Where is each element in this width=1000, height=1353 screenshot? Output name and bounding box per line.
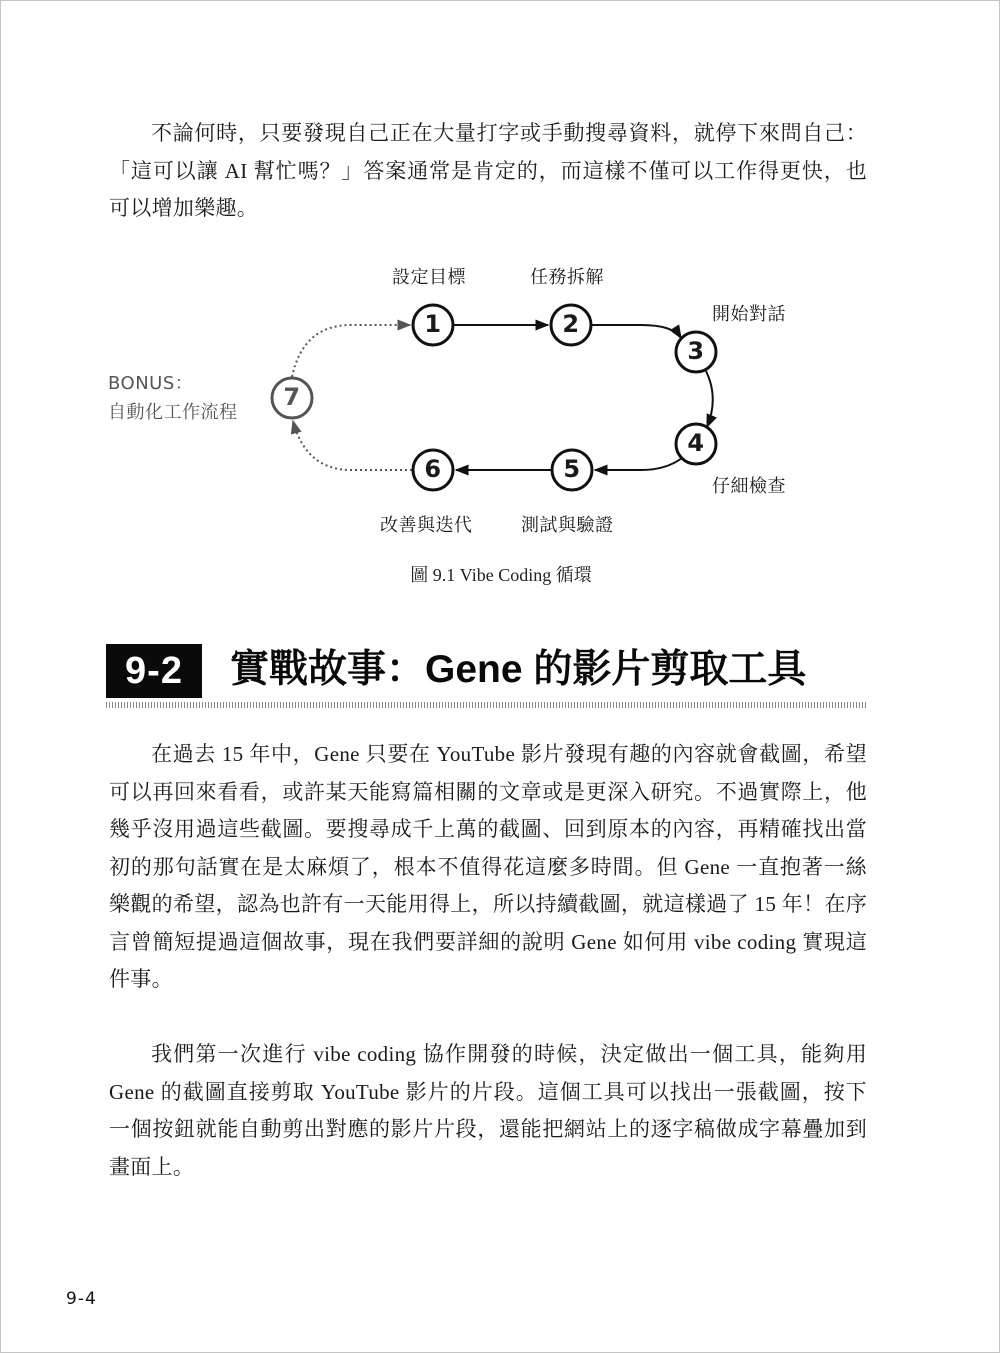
figure-caption: 圖 9.1 Vibe Coding 循環 — [410, 565, 592, 585]
bonus-label — [108, 369, 238, 427]
step-7-number: 7 — [283, 383, 301, 411]
section-number-badge: 9-2 — [106, 644, 202, 698]
step-3-number: 3 — [687, 337, 705, 365]
vibe-coding-cycle-diagram — [1, 1, 1000, 621]
story-paragraph-1: 在過去 15 年中，Gene 只要在 YouTube 影片發現有趣的內容就會截圖，希望可以再回來看看，或許某天能寫篇相關的文章或是更深入研究。不過實際上，他幾乎沒用過這些截圖。要搜尋成千上萬的截圖、回到原本的內容，再精確找出當初的那句話實在是太麻煩了，根本不值得花這麼多時間。但 Gene 一直抱著一絲樂觀的希望，認為也許有一天能用得上，所以持續截圖，就這樣過了 15 年！在序言曾簡短提過這個故事，現在我們要詳細的說明 Gene 如何用 vibe coding 實現這件事。 — [109, 742, 867, 991]
intro-paragraph: 不論何時，只要發現自己正在大量打字或手動搜尋資料，就停下來問自己：「這可以讓 AI 幫忙嗎？」答案通常是肯定的，而這樣不僅可以工作得更快，也可以增加樂趣。 — [109, 121, 867, 220]
step-2-number: 2 — [562, 310, 580, 338]
step-1-number: 1 — [424, 310, 442, 338]
bonus-label-line1: BONUS： — [108, 373, 194, 394]
section-title: 實戰故事：Gene 的影片剪取工具 — [230, 648, 807, 691]
section-heading — [106, 644, 871, 714]
step-3-label: 開始對話 — [712, 304, 786, 325]
page-number: 9-4 — [66, 1289, 97, 1309]
step-1-label: 設定目標 — [392, 267, 466, 288]
story-paragraph-2: 我們第一次進行 vibe coding 協作開發的時候，決定做出一個工具，能夠用 Gene 的截圖直接剪取 YouTube 影片的片段。這個工具可以找出一張截圖，按下一個按鈕就能自動剪出對應的影片片段，還能把網站上的逐字稿做成字幕疊加到畫面上。 — [109, 1042, 867, 1179]
cycle-arrows-graphic — [1, 1, 1000, 621]
step-5-label: 測試與驗證 — [521, 515, 614, 536]
step-5-number: 5 — [563, 455, 581, 483]
step-4-number: 4 — [687, 429, 705, 457]
bonus-label-line2: 自動化工作流程 — [108, 402, 238, 423]
step-2-label: 任務拆解 — [530, 267, 604, 288]
section-striped-rule — [106, 702, 867, 708]
step-4-label: 仔細檢查 — [712, 476, 786, 497]
step-6-label: 改善與迭代 — [380, 515, 473, 536]
step-6-number: 6 — [424, 455, 442, 483]
